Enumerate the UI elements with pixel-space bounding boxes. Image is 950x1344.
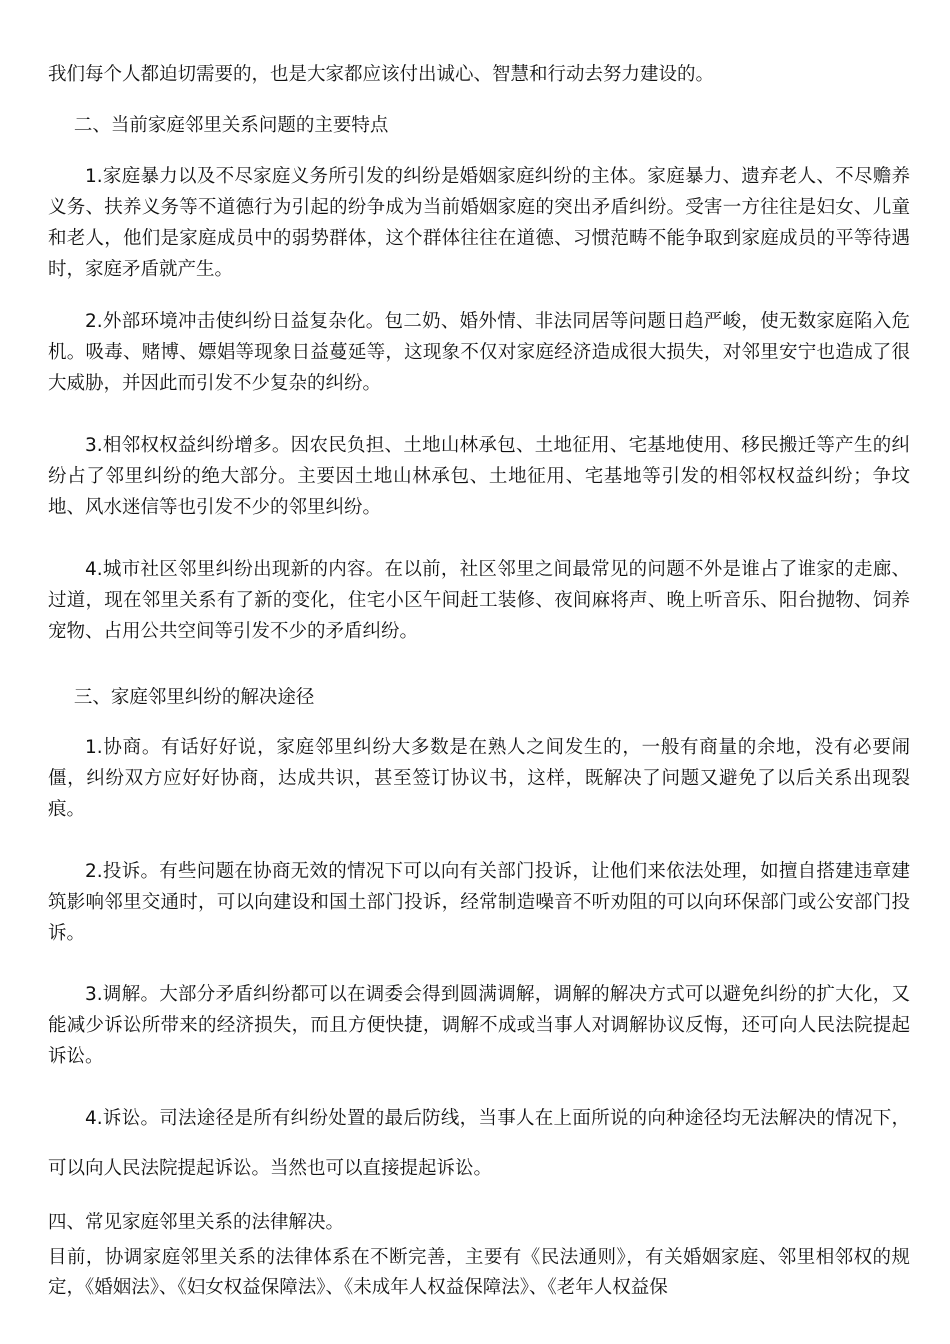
paragraph-2-3: 3.相邻权权益纠纷增多。因农民负担、土地山林承包、土地征用、宅基地使用、移民搬迁等产生的纠纷占了邻里纠纷的绝大部分。主要因土地山林承包、土地征用、宅基地等引发的相邻权权益纠纷；争坟地、风水迷信等也引发不少的邻里纠纷。 [48, 435, 910, 518]
paragraph-3-2: 2.投诉。有些问题在协商无效的情况下可以向有关部门投诉，让他们来依法处理，如擅自搭建违章建筑影响邻里交通时，可以向建设和国土部门投诉，经常制造噪音不听劝阻的可以向环保部门或公安部门投诉。 [48, 861, 910, 944]
section-heading-2: 二、当前家庭邻里关系问题的主要特点 [73, 115, 389, 136]
paragraph-3-4: 4.诉讼。司法途径是所有纠纷处置的最后防线，当事人在上面所说的向种途径均无法解决的情况下，可以向人民法院提起诉讼。当然也可以直接提起诉讼。 [48, 1108, 910, 1179]
section-heading-4: 四、常见家庭邻里关系的法律解决。 [48, 1212, 345, 1233]
paragraph-3-3: 3.调解。大部分矛盾纠纷都可以在调委会得到圆满调解，调解的解决方式可以避免纠纷的扩大化，又能减少诉讼所带来的经济损失，而且方便快捷，调解不成或当事人对调解协议反悔，还可向人民法院提起诉讼。 [48, 984, 910, 1067]
paragraph-2-1: 1.家庭暴力以及不尽家庭义务所引发的纠纷是婚姻家庭纠纷的主体。家庭暴力、遗弃老人、不尽赡养义务、扶养义务等不道德行为引起的纷争成为当前婚姻家庭的突出矛盾纠纷。受害一方往往是妇女、儿童和老人，他们是家庭成员中的弱势群体，这个群体往往在道德、习惯范畴不能争取到家庭成员的平等待遇时，家庭矛盾就产生。 [48, 166, 910, 280]
paragraph-intro-tail: 我们每个人都迫切需要的，也是大家都应该付出诚心、智慧和行动去努力建设的。 [48, 64, 715, 85]
paragraph-3-1: 1.协商。有话好好说，家庭邻里纠纷大多数是在熟人之间发生的，一般有商量的余地，没有必要闹僵，纠纷双方应好好协商，达成共识，甚至签订协议书，这样，既解决了问题又避免了以后关系出现裂痕。 [48, 737, 910, 820]
paragraph-2-4: 4.城市社区邻里纠纷出现新的内容。在以前，社区邻里之间最常见的问题不外是谁占了谁家的走廊、过道，现在邻里关系有了新的变化，住宅小区午间赶工装修、夜间麻将声、晚上听音乐、阳台抛物、饲养宠物、占用公共空间等引发不少的矛盾纠纷。 [48, 559, 910, 642]
paragraph-2-2: 2.外部环境冲击使纠纷日益复杂化。包二奶、婚外情、非法同居等问题日趋严峻，使无数家庭陷入危机。吸毒、赌博、嫖娼等现象日益蔓延等，这现象不仅对家庭经济造成很大损失，对邻里安宁也造成了很大威胁，并因此而引发不少复杂的纠纷。 [48, 311, 910, 394]
paragraph-4-1: 目前，协调家庭邻里关系的法律体系在不断完善，主要有《民法通则》，有关婚姻家庭、邻里相邻权的规定，《婚姻法》、《妇女权益保障法》、《未成年人权益保障法》、《老年人权益保 [48, 1247, 910, 1298]
section-heading-3: 三、家庭邻里纠纷的解决途径 [73, 687, 315, 708]
